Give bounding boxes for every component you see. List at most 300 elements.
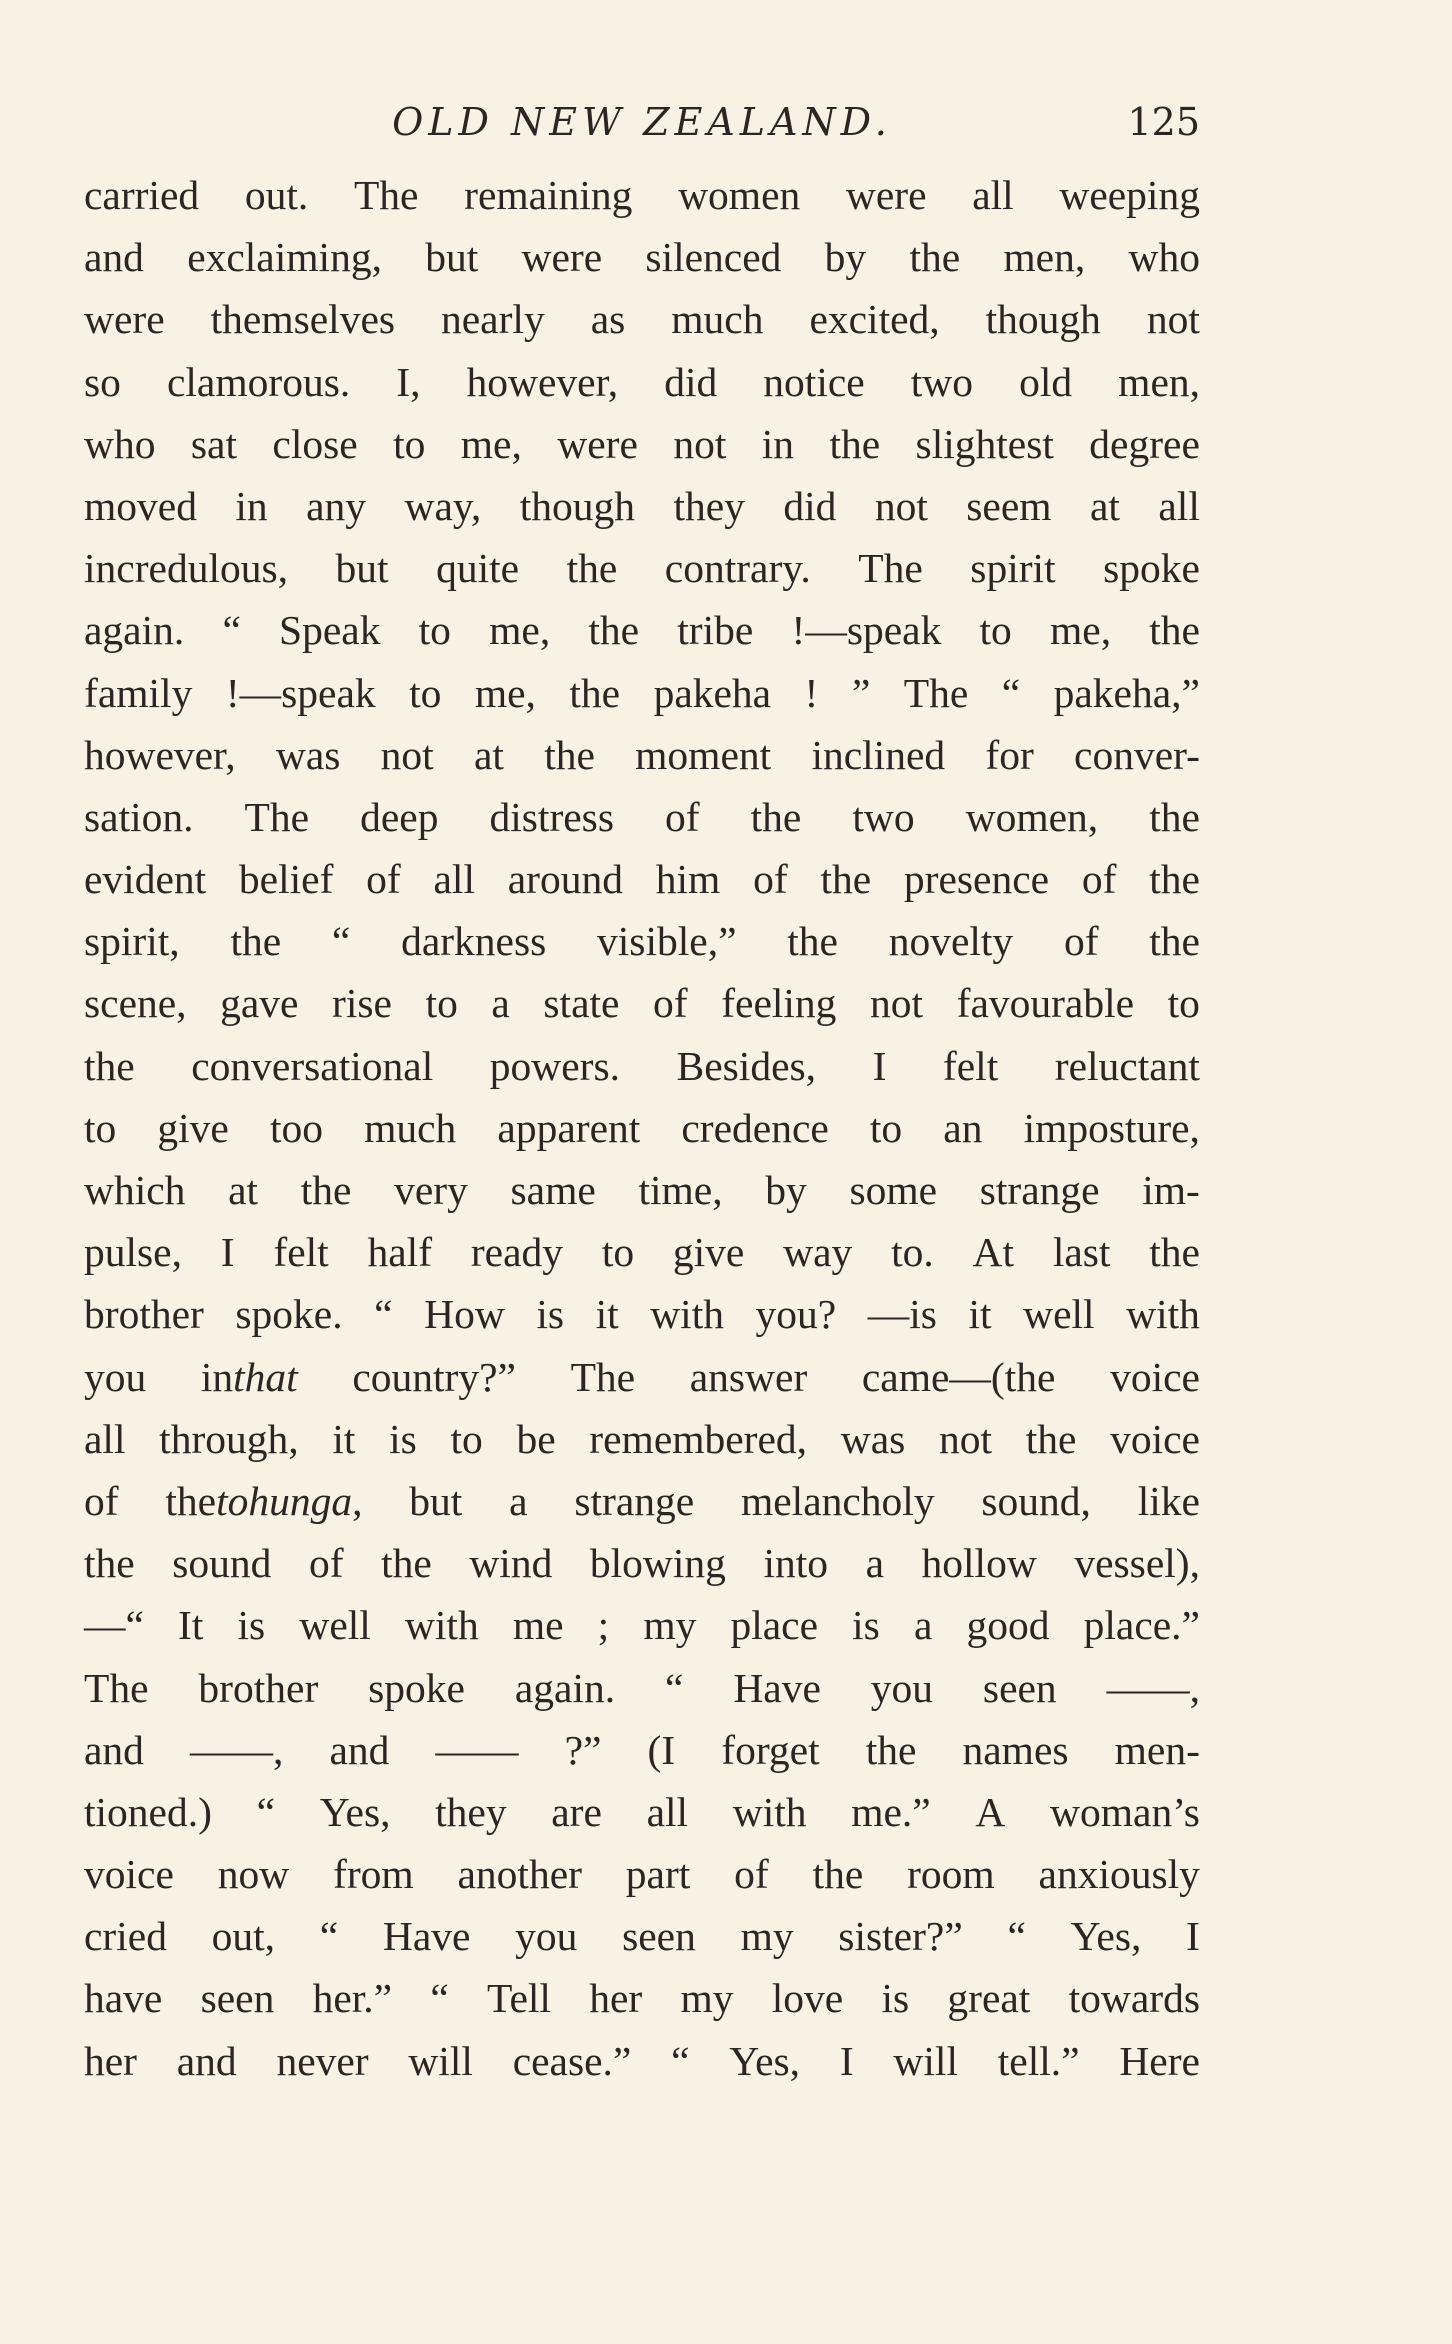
word: men, [1003,234,1086,281]
word: time, [638,1167,723,1213]
word: were [521,234,603,281]
word: tell.” [997,2037,1080,2084]
word: were [557,420,638,467]
text-line [84,413,1200,475]
word: an [943,1104,983,1151]
word: “ [671,2037,690,2084]
word: towards [1068,1975,1200,2022]
word: give [672,1229,745,1276]
word: is [237,1602,266,1649]
word: to [409,669,442,716]
word: silenced [645,234,782,281]
word: I [1186,1913,1200,1960]
word: country?” [352,1353,516,1400]
word: rise [332,980,392,1027]
word: which [84,1167,186,1213]
text-line [84,1221,1200,1283]
word: too [269,1104,323,1151]
word: the [812,1851,864,1898]
word: the [829,420,881,467]
word: distress [489,793,614,840]
word: the [909,234,961,281]
word: slightest [915,420,1054,467]
word: contrary. [664,545,811,592]
word: vessel), [1074,1540,1200,1587]
word: evident [84,856,207,903]
word: and [329,1726,390,1773]
word: out. [244,172,309,218]
text-line [84,475,1200,537]
word: were [84,296,165,343]
word: through, [159,1415,299,1462]
text-line [84,1843,1200,1905]
word: “ [319,1913,339,1960]
word: im- [1142,1167,1200,1213]
word: though [985,296,1101,343]
word: some [849,1167,938,1213]
word: felt [942,1042,999,1089]
word: very [394,1167,468,1213]
page-number: 125 [1127,100,1200,144]
word: though [519,482,636,529]
word: novelty [888,918,1014,965]
word: “ [1001,669,1021,716]
word: thetohunga, [165,1477,363,1524]
word: with [1126,1291,1200,1338]
word: darkness [401,918,547,965]
text-line [84,662,1200,724]
word: him [655,856,721,903]
word: it [332,1415,356,1462]
word: moment [635,731,772,778]
word: it [968,1291,992,1338]
word: I [872,1042,887,1089]
word: they [673,482,745,529]
word: pulse, [84,1229,182,1276]
word: now [217,1851,290,1898]
text-line [84,537,1200,599]
word: give [157,1104,229,1151]
word: men- [1114,1726,1200,1773]
text-line [84,1967,1200,2029]
text-line [84,1594,1200,1656]
word: gave [220,980,299,1027]
word: of [665,793,700,840]
word: blowing [589,1540,726,1587]
word: however, [466,358,619,405]
word: at [473,731,504,778]
word: in [235,482,268,529]
word: anxiously [1038,1851,1200,1898]
word: credence [681,1104,829,1151]
text-line [84,1097,1200,1159]
word: degree [1089,420,1200,467]
word: —“ [84,1602,144,1649]
word: conversational [191,1042,434,1089]
word: into [763,1540,829,1587]
word: all [84,1415,126,1462]
word: me, [474,669,536,716]
word: with [650,1291,724,1338]
word: the [1025,1415,1077,1462]
word: I [220,1229,235,1276]
word: but [409,1477,463,1524]
word: of [366,856,401,903]
text-line [84,1346,1200,1408]
word: (I [647,1726,676,1773]
word: of [653,980,688,1027]
word: way [783,1229,853,1276]
word: place [730,1602,819,1649]
word: all [972,172,1014,218]
word: is [881,1975,910,2022]
text-line [84,1719,1200,1781]
word: her [589,1975,643,2022]
word: hollow [921,1540,1037,1587]
word: The [570,1353,636,1400]
word: nearly [441,296,545,343]
word: ready [470,1229,564,1276]
word: remaining [464,172,633,218]
word: —— [435,1726,519,1773]
word: you [515,1913,578,1960]
word: spoke [1103,545,1200,592]
word: from [333,1851,414,1898]
word: who [84,420,156,467]
word: powers. [489,1042,621,1089]
word: brother [84,1291,204,1338]
word: were [845,172,927,218]
word: of [1063,918,1099,965]
word: ——, [1106,1664,1200,1711]
word: sound [172,1540,272,1587]
text-line [84,724,1200,786]
word: pakeha [653,669,772,716]
word: men, [1118,358,1200,405]
word: Tell [487,1975,551,2022]
word: inthat [200,1353,298,1400]
word: moved [84,482,197,529]
word: the [569,669,621,716]
word: much [671,296,764,343]
word: her.” [312,1975,393,2022]
word: sister?” [838,1913,963,1960]
word: and [84,234,144,281]
word: last [1052,1229,1111,1276]
word: The [353,172,419,218]
word: came—(the [861,1353,1056,1400]
word: the [381,1540,432,1587]
word: it [595,1291,619,1338]
word: ——, [190,1726,284,1773]
word: the [544,731,595,778]
word: cease.” [512,2037,632,2084]
word: ” [851,669,871,716]
word: “ [665,1664,684,1711]
word: ! [804,669,819,716]
word: the [820,856,872,903]
word: remembered, [589,1415,808,1462]
word: my [680,1975,734,2022]
word: women [678,172,801,218]
word: half [367,1229,433,1276]
word: to [450,1415,483,1462]
word: the [588,607,640,654]
word: At [972,1229,1015,1276]
word: is [536,1291,565,1338]
text-line [84,164,1200,226]
word: weeping [1059,172,1200,218]
word: presence [903,856,1050,903]
word: felt [273,1229,329,1276]
word: spirit [970,545,1056,592]
word: all [433,856,475,903]
word: conver- [1074,731,1200,778]
word: my [643,1602,697,1649]
word: not [673,420,727,467]
text-line [84,910,1200,972]
word: the [84,1042,135,1089]
word: place.” [1083,1602,1200,1649]
word: Speak [279,607,381,654]
text-line [84,848,1200,910]
text-line [84,2030,1200,2092]
word: me, [460,420,522,467]
word: me, [489,607,551,654]
text-line [84,1408,1200,1470]
word: with [732,1788,807,1835]
word: room [907,1851,995,1898]
word: around [507,856,624,903]
word: to [869,1104,903,1151]
word: a [913,1602,933,1649]
word: the [230,918,282,965]
word: not [380,731,434,778]
word: The [903,669,969,716]
word: The [244,793,310,840]
word: you? [755,1291,837,1338]
word: “ [256,1788,276,1835]
word: the [865,1726,917,1773]
word: the [1149,607,1200,654]
word: brother [198,1664,319,1711]
word: Yes, [1070,1913,1142,1960]
word: and [84,1726,144,1773]
word: as [590,296,626,343]
word: and [176,2037,237,2084]
word: the [566,545,618,592]
word: the [787,918,838,965]
word: any [306,482,367,529]
word: feeling [721,980,837,1027]
word: my [740,1913,794,1960]
word: Have [382,1913,471,1960]
word: I, [396,358,421,405]
text-line [84,351,1200,413]
word: apparent [497,1104,641,1151]
word: the [1149,793,1200,840]
word: much [364,1104,457,1151]
word: is [389,1415,417,1462]
word: of [308,1540,344,1587]
text-line [84,972,1200,1034]
word: favourable [956,980,1135,1027]
word: love [771,1975,844,2022]
word: tioned.) [84,1788,212,1835]
word: to [393,420,426,467]
word: strange [574,1477,695,1524]
word: “ [374,1291,393,1338]
word: was [275,731,341,778]
word: again. [514,1664,616,1711]
word: family [84,669,193,716]
word: forget [721,1726,820,1773]
word: they [435,1788,507,1835]
word: the [84,1540,135,1587]
word: you [870,1664,934,1711]
word: by [765,1167,807,1213]
text-line [84,1532,1200,1594]
word: sation. [84,793,194,840]
text-line [84,786,1200,848]
word: close [272,420,358,467]
word: who [1128,234,1200,281]
word: woman’s [1050,1788,1200,1835]
word: voice [1110,1415,1200,1462]
word: the [1149,1229,1200,1276]
word: a [491,980,510,1027]
word: at [228,1167,259,1213]
word: voice [1110,1353,1200,1400]
word: the [1149,856,1200,903]
word: scene, [84,980,187,1027]
word: “ [222,607,241,654]
word: The [84,1664,149,1711]
word: deep [360,793,439,840]
word: seen [622,1913,696,1960]
word: spoke. [235,1291,343,1338]
word: same [510,1167,596,1213]
word: I [839,2037,854,2084]
word: tribe [677,607,754,654]
word: names [962,1726,1069,1773]
word: Yes, [319,1788,391,1835]
word: Besides, [676,1042,817,1089]
word: pakeha,” [1053,669,1200,716]
word: clamorous. [166,358,351,405]
word: !—speak [791,607,942,654]
word: did [783,482,837,529]
word: themselves [210,296,396,343]
word: sat [190,420,237,467]
word: How [424,1291,505,1338]
word: “ [1007,1913,1026,1960]
word: excited, [809,296,940,343]
word: old [1019,358,1073,405]
word: ; [597,1602,610,1649]
word: “ [430,1975,449,2022]
word: to [425,980,458,1027]
word: the [1149,918,1200,965]
word: women, [965,793,1099,840]
word: notice [763,358,865,405]
word: but [335,545,389,592]
word: at [1090,482,1120,529]
word: two [910,358,974,405]
text-line [84,1035,1200,1097]
word: all [646,1788,689,1835]
word: cried [84,1913,167,1960]
text-line [84,1283,1200,1345]
text-line [84,1470,1200,1532]
word: It [178,1602,204,1649]
word: good [966,1602,1050,1649]
word: inclined [811,731,946,778]
word: was [840,1415,906,1462]
word: —is [867,1291,937,1338]
word: of [734,1851,769,1898]
word: is [852,1602,880,1649]
word: will [893,2037,958,2084]
word: by [824,234,867,281]
word: will [408,2037,473,2084]
word: another [457,1851,582,1898]
word: to [84,1104,117,1151]
word: not [870,980,924,1027]
word: exclaiming, [187,234,382,281]
word: visible,” [597,918,737,965]
word: strange [979,1167,1100,1213]
word: the [750,793,802,840]
word: a [865,1540,884,1587]
word: !—speak [225,669,376,716]
word: me.” [851,1788,931,1835]
text-line [84,288,1200,350]
word: not [874,482,928,529]
body-text [84,164,1200,2092]
word: incredulous, [84,545,288,592]
word: so [84,358,121,405]
word: have [84,1975,163,2022]
running-head-title: OLD NEW ZEALAND. [392,100,892,144]
word: imposture, [1023,1104,1200,1151]
word: out, [211,1913,276,1960]
word: of [84,1477,119,1524]
word: belief [238,856,334,903]
word: spoke [368,1664,465,1711]
word: state [543,980,620,1027]
word: to. [891,1229,934,1276]
word: again. [84,607,185,654]
word: me [512,1602,564,1649]
text-line [84,1905,1200,1967]
word: “ [331,918,351,965]
word: to [418,607,451,654]
word: me, [1050,607,1112,654]
word: Have [733,1664,821,1711]
word: voice [84,1851,174,1898]
word: Yes, [729,2037,801,2084]
word: melancholy [740,1477,935,1524]
word: seem [966,482,1052,529]
word: wind [469,1540,553,1587]
word: for [985,731,1034,778]
word: quite [436,545,520,592]
word: her [84,2037,137,2084]
word: but [425,234,479,281]
word: to [601,1229,635,1276]
word: be [516,1415,556,1462]
